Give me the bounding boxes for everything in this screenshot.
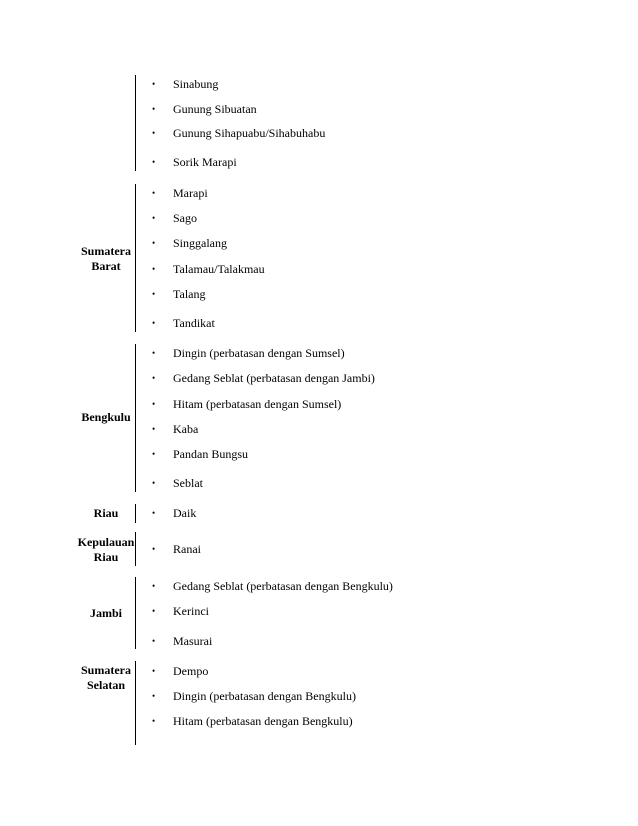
list-item (152, 396, 341, 412)
bullet-icon: • (152, 79, 156, 89)
list-item-label: Sinabung (173, 77, 219, 91)
region-label: Bengkulu (81, 410, 131, 424)
bullet-icon: • (152, 581, 156, 591)
list-item (152, 154, 237, 170)
list-item-label: Dempo (173, 664, 209, 678)
list-item (152, 603, 209, 619)
group-divider-line (135, 661, 136, 745)
bullet-icon: • (152, 636, 156, 646)
list-item-label: Pandan Bungsu (173, 447, 248, 461)
region-label: Riau (93, 506, 119, 520)
list-item-label: Marapi (173, 186, 208, 200)
list-item (152, 125, 325, 141)
list-item-label: Daik (173, 506, 197, 520)
list-item (152, 663, 208, 679)
bullet-icon: • (152, 188, 156, 198)
list-item-label: Tandikat (173, 316, 215, 330)
list-item (152, 185, 208, 201)
group-divider-line (135, 344, 136, 492)
list-item-label: Gedang Seblat (perbatasan dengan Jambi) (173, 371, 375, 385)
region-label: Kepulauan Riau (77, 535, 135, 564)
bullet-icon: • (152, 128, 156, 138)
list-item-label: Gunung Sihapuabu/Sihabuhabu (173, 126, 326, 140)
list-item-label: Seblat (173, 476, 203, 490)
bullet-icon: • (152, 264, 156, 274)
list-item-label: Dingin (perbatasan dengan Bengkulu) (173, 689, 356, 703)
bullet-icon: • (152, 157, 156, 167)
bullet-icon: • (152, 508, 156, 518)
list-item (152, 370, 375, 386)
bullet-icon: • (152, 544, 156, 554)
list-item-label: Talang (173, 287, 206, 301)
bullet-icon: • (152, 449, 156, 459)
list-item-label: Talamau/Talakmau (173, 262, 265, 276)
group-divider-line (135, 532, 136, 566)
list-item-label: Ranai (173, 542, 201, 556)
list-item (152, 421, 198, 437)
bullet-icon: • (152, 666, 156, 676)
list-item (152, 286, 205, 302)
list-item (152, 505, 196, 521)
list-item (152, 315, 215, 331)
list-item (152, 578, 393, 594)
bullet-icon: • (152, 289, 156, 299)
group-divider-line (135, 504, 136, 523)
bullet-icon: • (152, 104, 156, 114)
bullet-icon: • (152, 348, 156, 358)
region-label: Sumatera Barat (81, 244, 131, 273)
list-item-label: Hitam (perbatasan dengan Sumsel) (173, 397, 342, 411)
bullet-icon: • (152, 373, 156, 383)
group-divider-line (135, 184, 136, 332)
list-item (152, 235, 227, 251)
list-item (152, 541, 201, 557)
list-item-label: Kaba (173, 422, 199, 436)
list-item (152, 261, 265, 277)
bullet-icon: • (152, 424, 156, 434)
group-divider-line (135, 577, 136, 649)
list-item-label: Hitam (perbatasan dengan Bengkulu) (173, 714, 353, 728)
bullet-icon: • (152, 213, 156, 223)
list-item (152, 475, 203, 491)
list-item-label: Dingin (perbatasan dengan Sumsel) (173, 346, 345, 360)
bullet-icon: • (152, 478, 156, 488)
bullet-icon: • (152, 318, 156, 328)
list-item (152, 76, 218, 92)
bullet-icon: • (152, 399, 156, 409)
list-item (152, 633, 212, 649)
group-divider-line (135, 75, 136, 171)
list-item-label: Gunung Sibuatan (173, 102, 257, 116)
list-item (152, 101, 257, 117)
list-item (152, 688, 356, 704)
list-item-label: Kerinci (173, 604, 209, 618)
list-item (152, 713, 353, 729)
list-item (152, 446, 248, 462)
bullet-icon: • (152, 238, 156, 248)
list-item-label: Sago (173, 211, 197, 225)
list-item-label: Singgalang (173, 236, 227, 250)
region-label: Jambi (89, 606, 122, 620)
list-item (152, 345, 345, 361)
bullet-icon: • (152, 606, 156, 616)
list-item-label: Gedang Seblat (perbatasan dengan Bengkulu) (173, 579, 393, 593)
region-label: Sumatera Selatan (81, 663, 131, 692)
list-item (152, 210, 197, 226)
bullet-icon: • (152, 691, 156, 701)
list-item-label: Masurai (173, 634, 213, 648)
list-item-label: Sorik Marapi (173, 155, 237, 169)
bullet-icon: • (152, 716, 156, 726)
